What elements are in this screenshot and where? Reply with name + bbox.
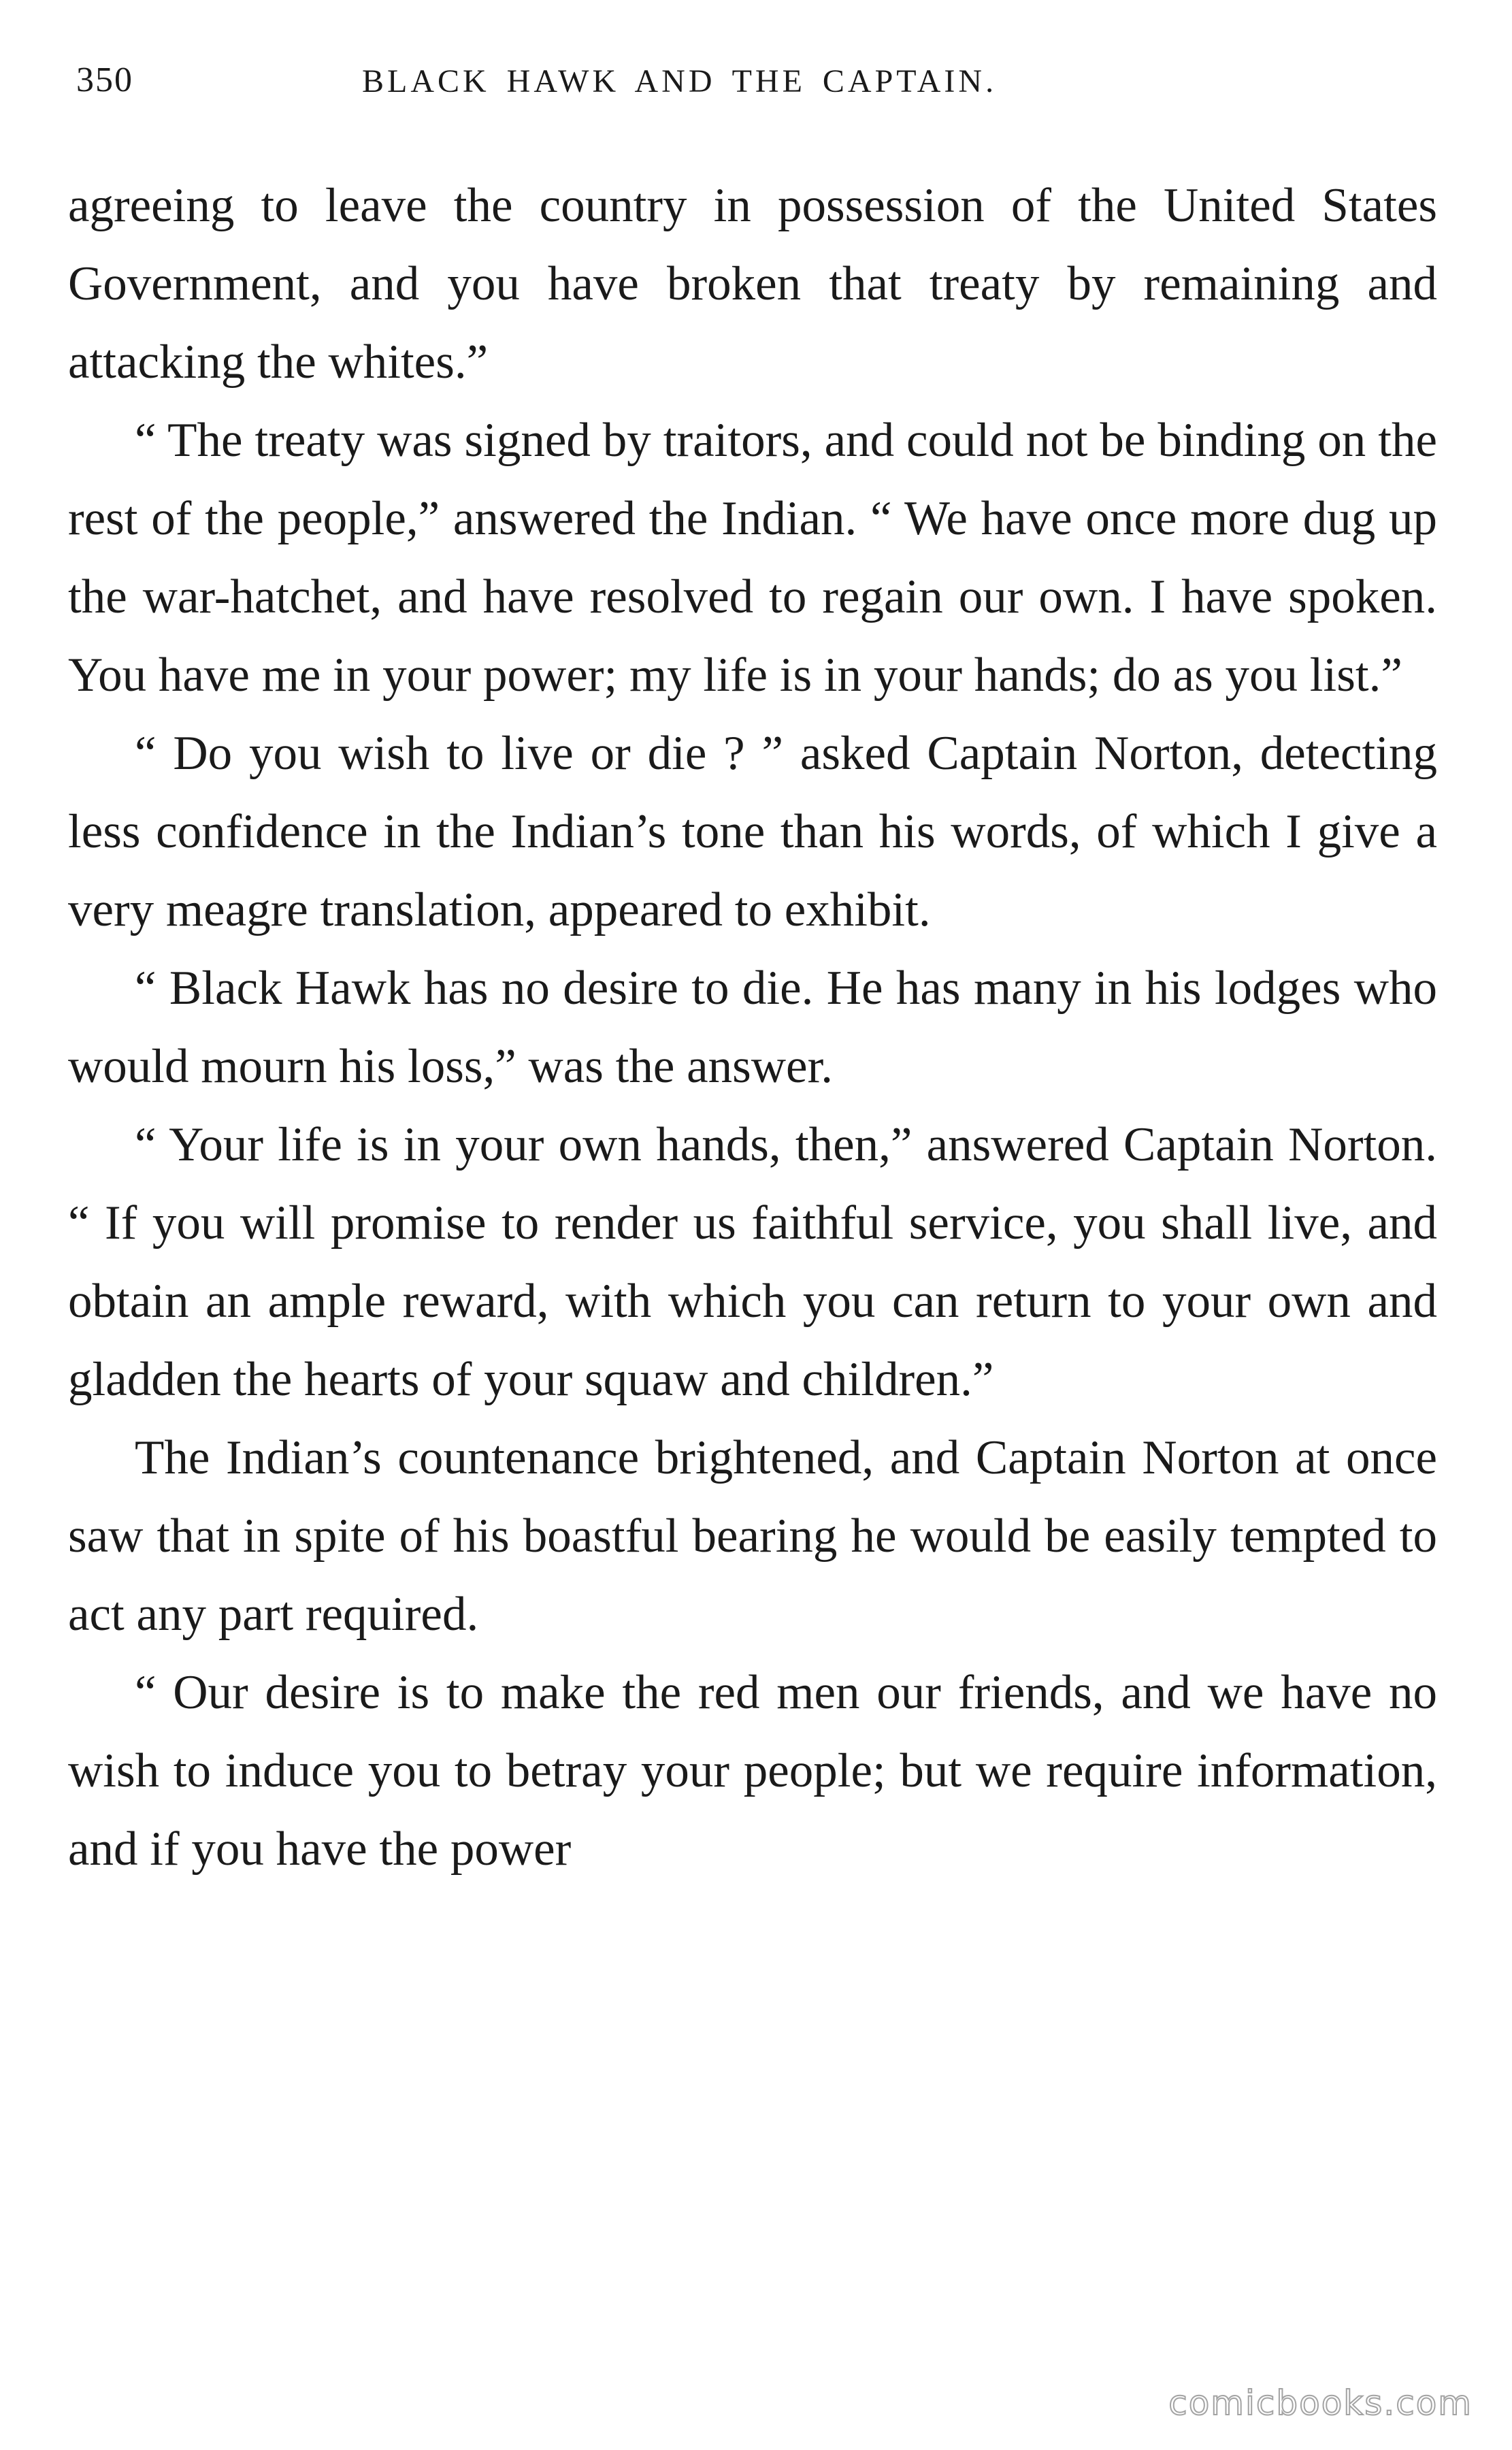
- running-head: [76, 60, 1437, 114]
- paragraph: “ Black Hawk has no desire to die. He has many in his lodges who would mourn his loss,” was the answer.: [68, 962, 1437, 1093]
- paragraph: agreeing to leave the country in possession of the United States Government, and you have broken that treaty by remaining and attacking the whites.”: [68, 179, 1437, 389]
- paragraph: The Indian’s countenance brightened, and Captain Norton at once saw that in spite of his boastful bearing he would be easily tempted to act any part required.: [68, 1431, 1437, 1641]
- paragraph: “ Do you wish to live or die ? ” asked Captain Norton, detecting less confidence in the Indian’s tone than his words, of which I give a very meagre translation, appeared to exhibit.: [68, 727, 1437, 936]
- page-number: 350: [76, 61, 133, 99]
- body-text: [68, 167, 1437, 1889]
- paragraph: “ The treaty was signed by traitors, and could not be binding on the rest of the people,” answered the Indian. “ We have once more dug up the war-hatchet, and have resolved to regain our own. I have spoken. You have me in your power; my life is in your hands; do as you list.”: [68, 414, 1437, 702]
- watermark: comicbooks.com: [1168, 2383, 1473, 2423]
- paragraph: “ Our desire is to make the red men our friends, and we have no wish to induce you to betray your people; but we require information, and if you have the power: [68, 1666, 1437, 1876]
- running-title: BLACK HAWK AND THE CAPTAIN.: [362, 63, 998, 99]
- paragraph: “ Your life is in your own hands, then,” answered Captain Norton. “ If you will promise to render us faithful service, you shall live, and obtain an ample reward, with which you can return to your own and gladden the hearts of your squaw and children.”: [68, 1118, 1437, 1406]
